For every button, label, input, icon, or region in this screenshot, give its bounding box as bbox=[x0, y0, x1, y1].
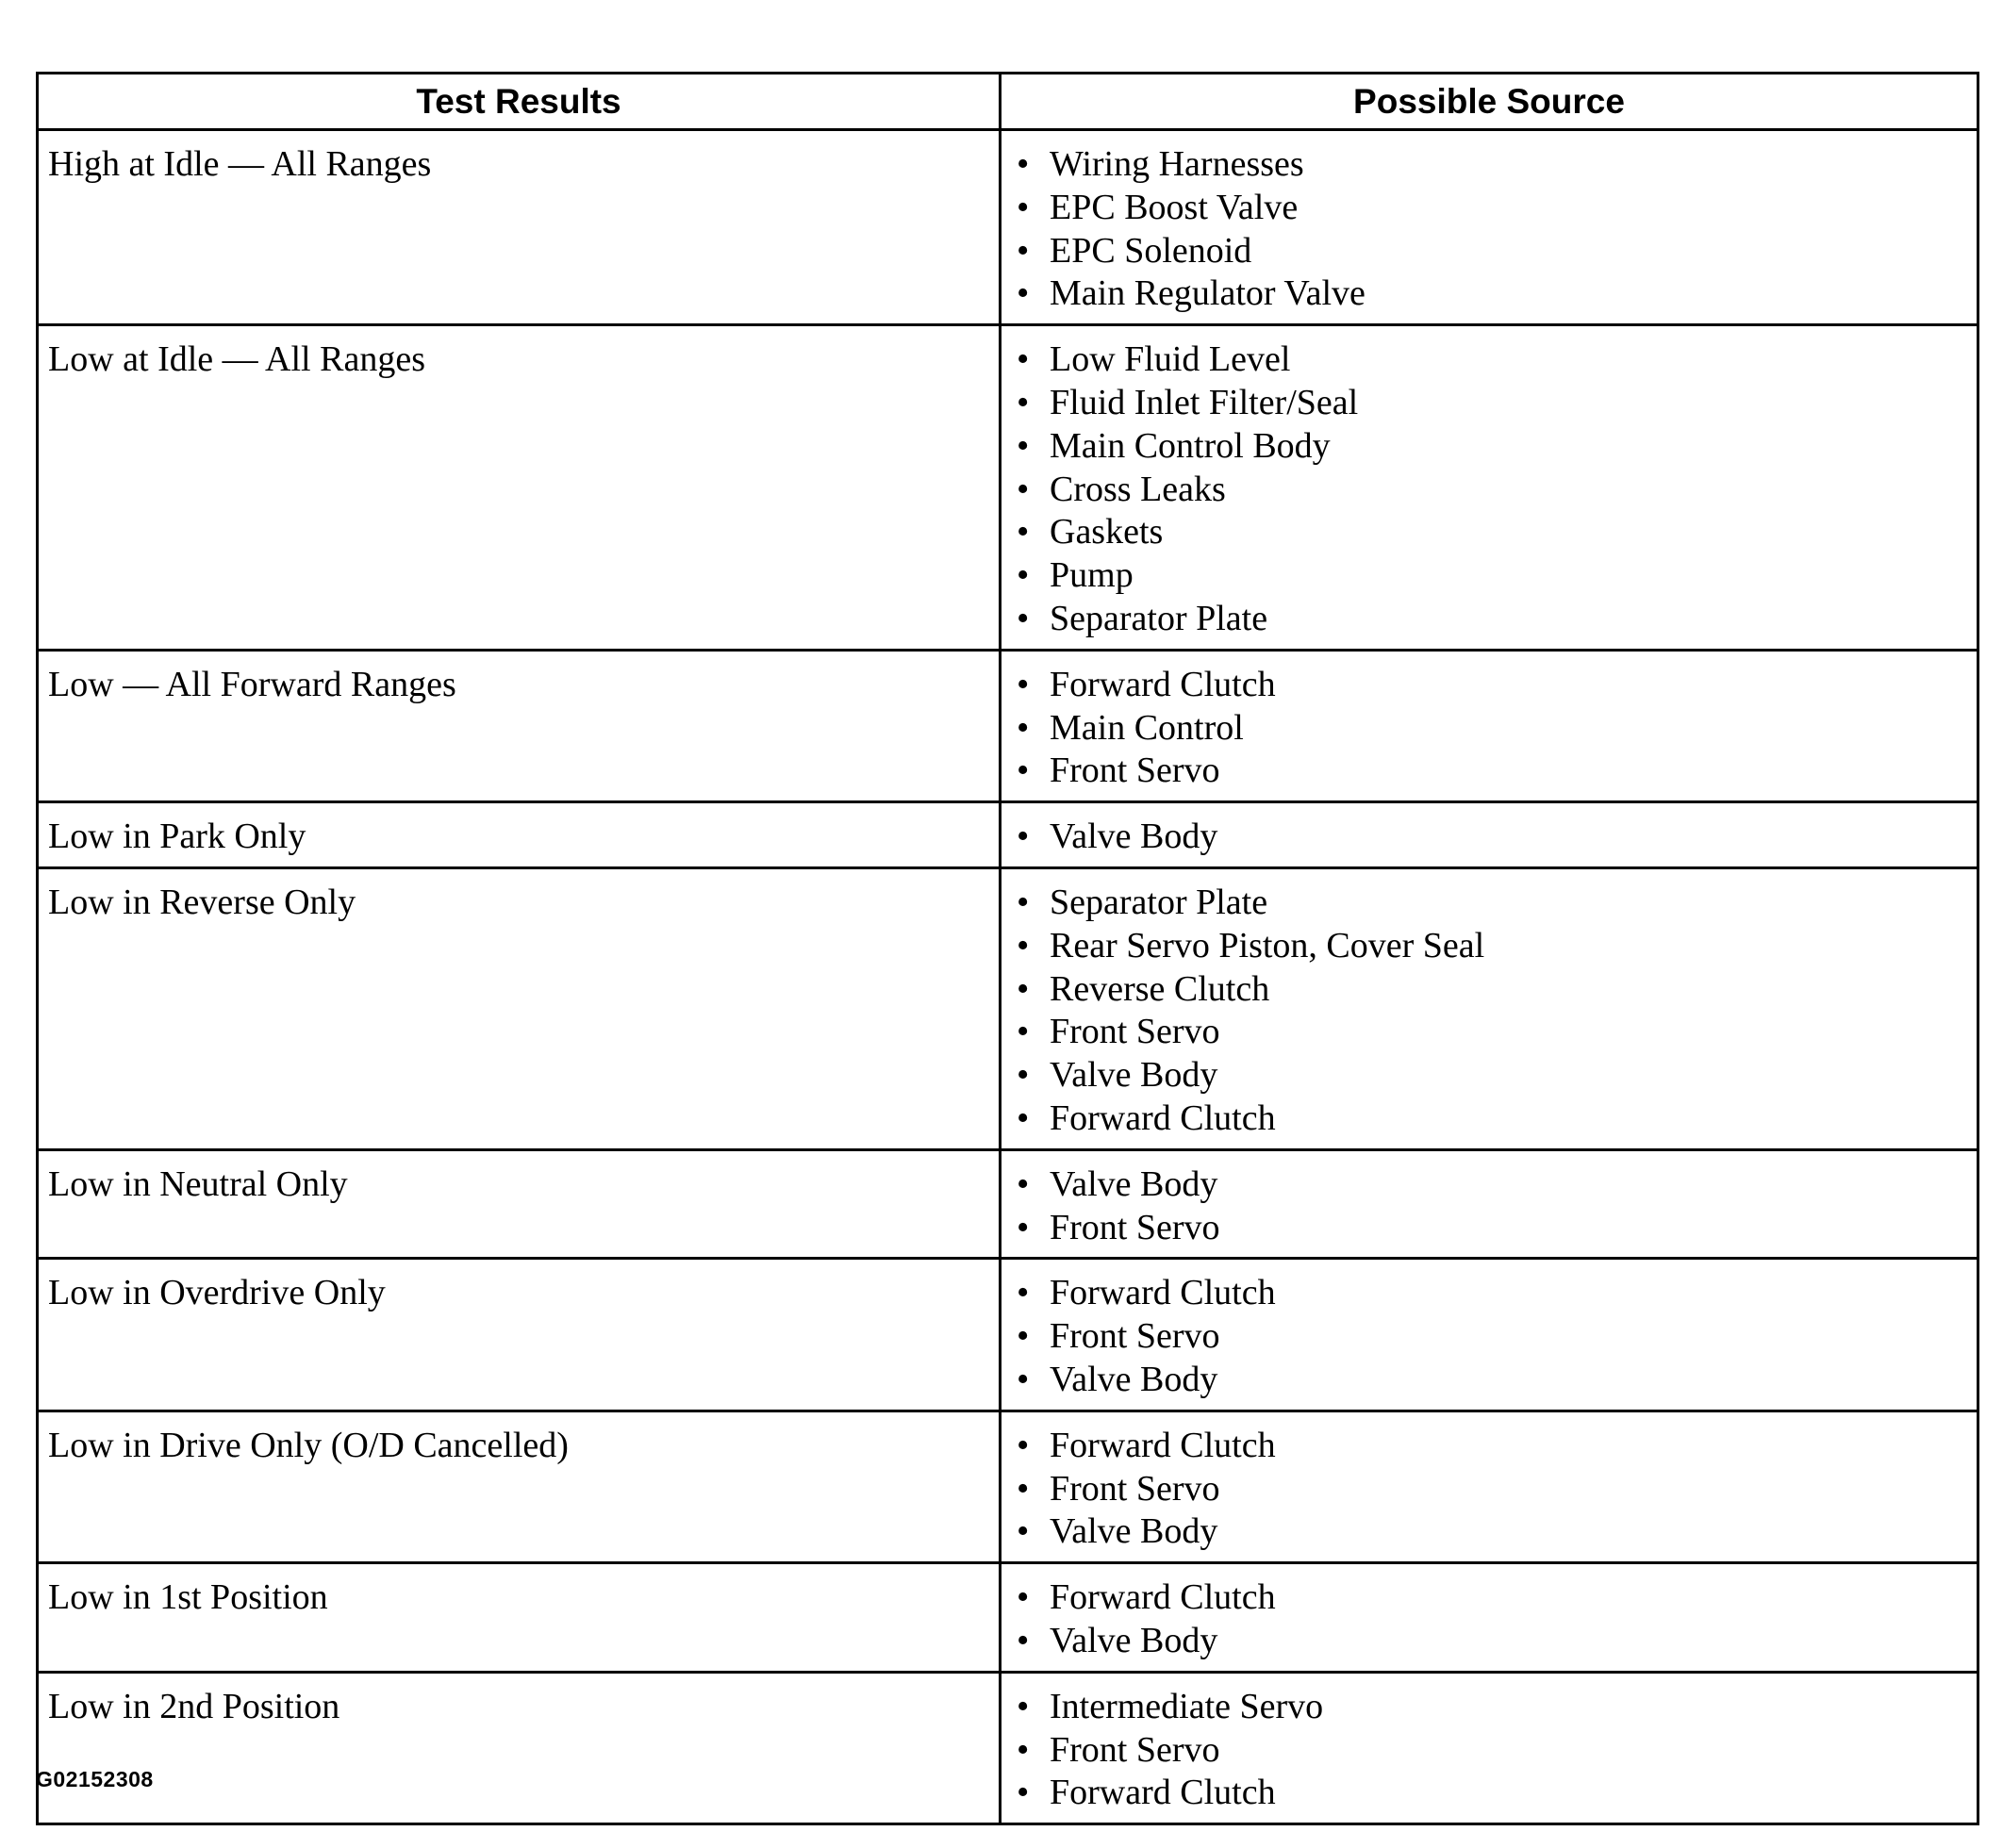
source-item: • Wiring Harnesses bbox=[1002, 143, 1969, 187]
possible-source-cell bbox=[1001, 802, 1978, 868]
possible-source-cell bbox=[1001, 130, 1978, 325]
source-item: • Fluid Inlet Filter/Seal bbox=[1002, 382, 1969, 425]
figure-id: G02152308 bbox=[36, 1767, 154, 1791]
source-item: • Front Servo bbox=[1002, 1011, 1969, 1054]
table-row bbox=[38, 1563, 1978, 1673]
header-test-results: Test Results bbox=[38, 74, 1001, 130]
source-list bbox=[1002, 816, 1969, 859]
source-item: • Main Control Body bbox=[1002, 425, 1969, 469]
source-list bbox=[1002, 1163, 1969, 1250]
source-list bbox=[1002, 143, 1969, 316]
possible-source-cell bbox=[1001, 1563, 1978, 1673]
test-result-cell: Low in Drive Only (O/D Cancelled) bbox=[38, 1411, 1001, 1562]
possible-source-cell bbox=[1001, 1672, 1978, 1823]
source-item: • EPC Solenoid bbox=[1002, 230, 1969, 273]
possible-source-cell bbox=[1001, 650, 1978, 801]
source-list bbox=[1002, 664, 1969, 793]
source-item: • Forward Clutch bbox=[1002, 664, 1969, 707]
source-item: • Separator Plate bbox=[1002, 598, 1969, 641]
header-row bbox=[38, 74, 1978, 130]
test-result-cell: Low in Park Only bbox=[38, 802, 1001, 868]
test-result-cell: Low in 1st Position bbox=[38, 1563, 1001, 1673]
table-body bbox=[38, 130, 1978, 1824]
source-item: • EPC Boost Valve bbox=[1002, 187, 1969, 230]
source-item: • Front Servo bbox=[1002, 1207, 1969, 1250]
source-item: • Pump bbox=[1002, 554, 1969, 598]
possible-source-cell bbox=[1001, 867, 1978, 1149]
test-result-cell: Low — All Forward Ranges bbox=[38, 650, 1001, 801]
test-result-cell: Low in Overdrive Only bbox=[38, 1259, 1001, 1411]
diagnosis-table bbox=[36, 72, 1979, 1825]
source-item: • Forward Clutch bbox=[1002, 1772, 1969, 1815]
source-item: • Low Fluid Level bbox=[1002, 338, 1969, 382]
source-item: • Main Regulator Valve bbox=[1002, 272, 1969, 316]
table-row bbox=[38, 1149, 1978, 1259]
table-row bbox=[38, 802, 1978, 868]
test-result-cell: Low in Reverse Only bbox=[38, 867, 1001, 1149]
source-item: • Valve Body bbox=[1002, 1054, 1969, 1097]
test-result-cell: Low at Idle — All Ranges bbox=[38, 325, 1001, 651]
table-row bbox=[38, 650, 1978, 801]
table-row bbox=[38, 867, 1978, 1149]
source-item: • Valve Body bbox=[1002, 1359, 1969, 1402]
table-row bbox=[38, 325, 1978, 651]
source-item: • Forward Clutch bbox=[1002, 1425, 1969, 1468]
test-result-cell: Low in 2nd Position bbox=[38, 1672, 1001, 1823]
source-item: • Rear Servo Piston, Cover Seal bbox=[1002, 925, 1969, 968]
source-item: • Cross Leaks bbox=[1002, 469, 1969, 512]
source-item: • Valve Body bbox=[1002, 1163, 1969, 1207]
possible-source-cell bbox=[1001, 1149, 1978, 1259]
source-item: • Valve Body bbox=[1002, 1620, 1969, 1663]
source-item: • Forward Clutch bbox=[1002, 1097, 1969, 1141]
source-item: • Valve Body bbox=[1002, 816, 1969, 859]
table-row bbox=[38, 1411, 1978, 1562]
possible-source-cell bbox=[1001, 1259, 1978, 1411]
test-result-cell: High at Idle — All Ranges bbox=[38, 130, 1001, 325]
header-possible-source: Possible Source bbox=[1001, 74, 1978, 130]
possible-source-cell bbox=[1001, 1411, 1978, 1562]
source-item: • Front Servo bbox=[1002, 1468, 1969, 1511]
source-item: • Separator Plate bbox=[1002, 882, 1969, 925]
table-row bbox=[38, 130, 1978, 325]
source-item: • Gaskets bbox=[1002, 511, 1969, 554]
source-item: • Intermediate Servo bbox=[1002, 1686, 1969, 1729]
source-list bbox=[1002, 1686, 1969, 1815]
source-list bbox=[1002, 338, 1969, 641]
source-item: • Valve Body bbox=[1002, 1510, 1969, 1554]
source-item: • Main Control bbox=[1002, 707, 1969, 751]
test-result-cell: Low in Neutral Only bbox=[38, 1149, 1001, 1259]
source-list bbox=[1002, 1425, 1969, 1554]
source-item: • Forward Clutch bbox=[1002, 1576, 1969, 1620]
source-item: • Front Servo bbox=[1002, 1729, 1969, 1773]
source-list bbox=[1002, 882, 1969, 1141]
possible-source-cell bbox=[1001, 325, 1978, 651]
table-row bbox=[38, 1672, 1978, 1823]
table-row bbox=[38, 1259, 1978, 1411]
source-list bbox=[1002, 1272, 1969, 1401]
source-item: • Forward Clutch bbox=[1002, 1272, 1969, 1315]
source-list bbox=[1002, 1576, 1969, 1663]
source-item: • Front Servo bbox=[1002, 1315, 1969, 1359]
source-item: • Reverse Clutch bbox=[1002, 968, 1969, 1012]
source-item: • Front Servo bbox=[1002, 750, 1969, 793]
